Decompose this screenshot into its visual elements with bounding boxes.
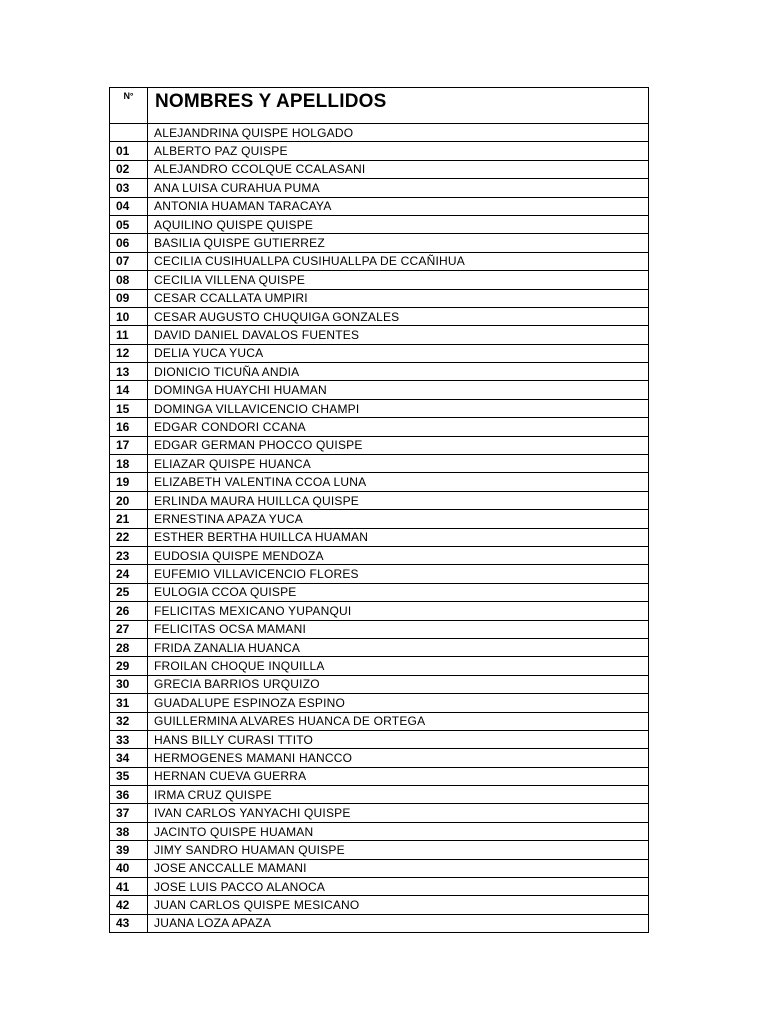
row-number: 36 [110, 786, 148, 804]
row-name: FELICITAS OCSA MAMANI [148, 620, 649, 638]
table-row [110, 234, 649, 252]
table-row [110, 160, 649, 178]
row-name: JIMY SANDRO HUAMAN QUISPE [148, 841, 649, 859]
row-number: 25 [110, 583, 148, 601]
row-name: HERNAN CUEVA GUERRA [148, 767, 649, 785]
row-number: 30 [110, 675, 148, 693]
row-name: CECILIA CUSIHUALLPA CUSIHUALLPA DE CCAÑIHUA [148, 252, 649, 270]
table-row [110, 712, 649, 730]
row-name: ALBERTO PAZ QUISPE [148, 142, 649, 160]
table-row [110, 896, 649, 914]
row-name: ESTHER BERTHA HUILLCA HUAMAN [148, 528, 649, 546]
row-name: GUILLERMINA ALVARES HUANCA DE ORTEGA [148, 712, 649, 730]
row-name: ALEJANDRO CCOLQUE CCALASANI [148, 160, 649, 178]
row-name: JUAN CARLOS QUISPE MESICANO [148, 896, 649, 914]
row-number: 41 [110, 878, 148, 896]
table-row [110, 399, 649, 417]
row-number: 19 [110, 473, 148, 491]
row-name: ALEJANDRINA QUISPE HOLGADO [148, 124, 649, 142]
table-row [110, 546, 649, 564]
table-row [110, 215, 649, 233]
table-row [110, 914, 649, 932]
row-number: 24 [110, 565, 148, 583]
row-name: FROILAN CHOQUE INQUILLA [148, 657, 649, 675]
table-row [110, 307, 649, 325]
table-row [110, 620, 649, 638]
row-name: BASILIA QUISPE GUTIERREZ [148, 234, 649, 252]
row-name: GUADALUPE ESPINOZA ESPINO [148, 694, 649, 712]
row-name: ELIZABETH VALENTINA CCOA LUNA [148, 473, 649, 491]
row-name: JOSE ANCCALLE MAMANI [148, 859, 649, 877]
row-name: EDGAR GERMAN PHOCCO QUISPE [148, 436, 649, 454]
row-name: FELICITAS MEXICANO YUPANQUI [148, 602, 649, 620]
row-number: 27 [110, 620, 148, 638]
row-number: 08 [110, 271, 148, 289]
row-name: ERLINDA MAURA HUILLCA QUISPE [148, 491, 649, 509]
row-number: 04 [110, 197, 148, 215]
table-row [110, 473, 649, 491]
table-row [110, 252, 649, 270]
table-row [110, 436, 649, 454]
row-number: 05 [110, 215, 148, 233]
row-number: 28 [110, 638, 148, 656]
table-row [110, 822, 649, 840]
row-number: 11 [110, 326, 148, 344]
table-row [110, 510, 649, 528]
row-name: DAVID DANIEL DAVALOS FUENTES [148, 326, 649, 344]
row-number: 43 [110, 914, 148, 932]
table-row [110, 804, 649, 822]
table-row [110, 344, 649, 362]
names-table [109, 87, 649, 933]
row-number: 01 [110, 142, 148, 160]
row-name: ANA LUISA CURAHUA PUMA [148, 179, 649, 197]
row-number: 32 [110, 712, 148, 730]
header-row [110, 88, 649, 124]
row-number: 12 [110, 344, 148, 362]
row-number: 02 [110, 160, 148, 178]
row-number: 09 [110, 289, 148, 307]
names-column-header: NOMBRES Y APELLIDOS [148, 88, 649, 124]
row-number: 21 [110, 510, 148, 528]
row-name: JUANA LOZA APAZA [148, 914, 649, 932]
table-row [110, 694, 649, 712]
row-number: 18 [110, 455, 148, 473]
table-row [110, 289, 649, 307]
table-row [110, 491, 649, 509]
row-number: 16 [110, 418, 148, 436]
row-number: 14 [110, 381, 148, 399]
row-name: DOMINGA VILLAVICENCIO CHAMPI [148, 399, 649, 417]
table-row [110, 786, 649, 804]
row-name: CESAR AUGUSTO CHUQUIGA GONZALES [148, 307, 649, 325]
row-number: 37 [110, 804, 148, 822]
table-row [110, 749, 649, 767]
table-row [110, 602, 649, 620]
table-row [110, 124, 649, 142]
row-number: 31 [110, 694, 148, 712]
table-row [110, 142, 649, 160]
row-number: 38 [110, 822, 148, 840]
row-name: ERNESTINA APAZA YUCA [148, 510, 649, 528]
row-number: 22 [110, 528, 148, 546]
row-number: 06 [110, 234, 148, 252]
row-number: 26 [110, 602, 148, 620]
table-row [110, 455, 649, 473]
table-row [110, 841, 649, 859]
row-number: 29 [110, 657, 148, 675]
row-number: 33 [110, 730, 148, 748]
row-number: 23 [110, 546, 148, 564]
row-number: 34 [110, 749, 148, 767]
row-number: 35 [110, 767, 148, 785]
row-number: 17 [110, 436, 148, 454]
row-name: IVAN CARLOS YANYACHI QUISPE [148, 804, 649, 822]
table-row [110, 179, 649, 197]
row-number: 42 [110, 896, 148, 914]
row-number: 39 [110, 841, 148, 859]
row-number: 03 [110, 179, 148, 197]
row-name: ELIAZAR QUISPE HUANCA [148, 455, 649, 473]
row-name: EULOGIA CCOA QUISPE [148, 583, 649, 601]
row-number: 10 [110, 307, 148, 325]
table-row [110, 859, 649, 877]
row-number: 07 [110, 252, 148, 270]
table-row [110, 565, 649, 583]
table-row [110, 675, 649, 693]
row-name: AQUILINO QUISPE QUISPE [148, 215, 649, 233]
table-row [110, 638, 649, 656]
table-row [110, 197, 649, 215]
row-name: DOMINGA HUAYCHI HUAMAN [148, 381, 649, 399]
table-row [110, 528, 649, 546]
row-name: GRECIA BARRIOS URQUIZO [148, 675, 649, 693]
table-row [110, 271, 649, 289]
row-number: 15 [110, 399, 148, 417]
table-row [110, 767, 649, 785]
row-number: 20 [110, 491, 148, 509]
row-name: IRMA CRUZ QUISPE [148, 786, 649, 804]
table-row [110, 878, 649, 896]
table-row [110, 730, 649, 748]
row-number: 40 [110, 859, 148, 877]
table-row [110, 326, 649, 344]
row-name: EUFEMIO VILLAVICENCIO FLORES [148, 565, 649, 583]
table-row [110, 657, 649, 675]
table-row [110, 363, 649, 381]
row-name: CESAR CCALLATA UMPIRI [148, 289, 649, 307]
row-name: JOSE LUIS PACCO ALANOCA [148, 878, 649, 896]
row-name: EUDOSIA QUISPE MENDOZA [148, 546, 649, 564]
row-name: HERMOGENES MAMANI HANCCO [148, 749, 649, 767]
table-row [110, 418, 649, 436]
table-row [110, 381, 649, 399]
row-number [110, 124, 148, 142]
row-name: FRIDA ZANALIA HUANCA [148, 638, 649, 656]
table-row [110, 583, 649, 601]
row-name: DIONICIO TICUÑA ANDIA [148, 363, 649, 381]
row-name: ANTONIA HUAMAN TARACAYA [148, 197, 649, 215]
number-column-header: N° [110, 88, 148, 124]
row-name: JACINTO QUISPE HUAMAN [148, 822, 649, 840]
row-name: EDGAR CONDORI CCANA [148, 418, 649, 436]
row-name: CECILIA VILLENA QUISPE [148, 271, 649, 289]
row-name: HANS BILLY CURASI TTITO [148, 730, 649, 748]
row-number: 13 [110, 363, 148, 381]
table-body [110, 124, 649, 933]
row-name: DELIA YUCA YUCA [148, 344, 649, 362]
